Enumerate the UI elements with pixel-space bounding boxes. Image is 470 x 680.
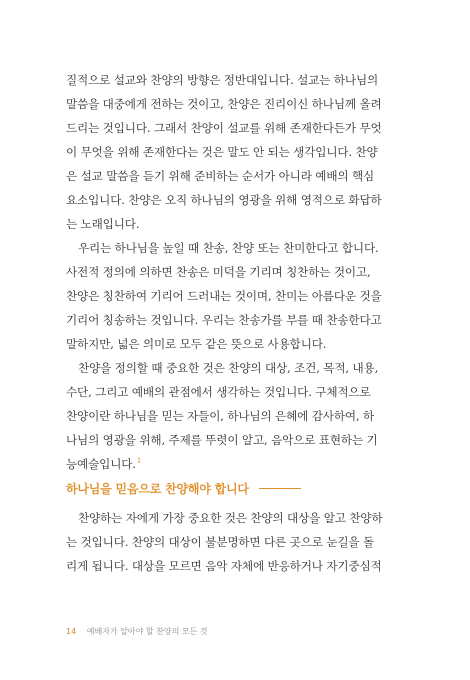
text-line: 드리는 것입니다. 그래서 찬양이 설교를 위해 존재한다든가 무엇 [66,121,382,135]
text-line: 는 것입니다. 찬양의 대상이 불분명하면 다른 곳으로 눈길을 돌 [66,535,375,549]
text-line: 질적으로 설교와 찬양의 방향은 정반대입니다. 설교는 하나님의 [66,73,379,87]
paragraph-4 [66,506,406,578]
paragraph-2 [66,236,406,356]
running-title: 예배자가 알아야 할 찬양의 모든 것 [86,627,208,636]
section-body [66,506,406,578]
body-text [66,68,406,476]
text-line: 요소입니다. 찬양은 오직 하나님의 영광을 위해 영적으로 화답하 [66,193,382,207]
text-line: 우리는 하나님을 높일 때 찬송, 찬양 또는 찬미한다고 합니다. [78,241,379,255]
heading-rule [259,488,301,489]
text-line: 는 노래입니다. [66,217,140,231]
footnote-marker[interactable]: 1 [136,457,142,466]
paragraph-1 [66,68,406,236]
text-line: 나님의 영광을 위해, 주제를 뚜렷이 알고, 음악으로 표현하는 기 [66,433,378,447]
text-line: 찬양이란 하나님을 믿는 자들이, 하나님의 은혜에 감사하여, 하 [66,409,375,423]
section-heading [66,478,406,498]
text-line: 은 설교 말씀을 듣기 위해 준비하는 순서가 아니라 예배의 핵심 [66,169,375,183]
text-line: 기리어 칭송하는 것입니다. 우리는 찬송가를 부를 때 찬송한다고 [66,313,382,327]
text-line: 사전적 정의에 의하면 찬송은 미덕을 기리며 칭찬하는 것이고, [66,265,371,279]
text-line: 말씀을 대중에게 전하는 것이고, 찬양은 진리이신 하나님께 올려 [66,97,382,111]
page-footer [66,626,208,637]
text-line: 찬양을 정의할 때 중요한 것은 찬양의 대상, 조건, 목적, 내용, [78,361,379,375]
text-line: 이 무엇을 위해 존재한다는 것은 말도 안 되는 생각입니다. 찬양 [66,145,378,159]
text-line-last [66,452,406,476]
text-line: 찬양은 칭찬하여 기리어 드러내는 것이며, 찬미는 아름다운 것을 [66,289,382,303]
text-line: 찬양하는 자에게 가장 중요한 것은 찬양의 대상을 알고 찬양하 [78,511,383,525]
section-heading-text: 하나님을 믿음으로 찬양해야 합니다 [66,481,249,496]
text-line-content: 능예술입니다. [66,457,136,471]
page-number: 14 [66,627,77,636]
text-line: 수단, 그리고 예배의 관점에서 생각하는 것입니다. 구체적으로 [66,385,371,399]
text-line: 리게 됩니다. 대상을 모르면 음악 자체에 반응하거나 자기중심적 [66,559,382,573]
text-line: 말하지만, 넓은 의미로 모두 같은 뜻으로 사용합니다. [66,337,327,351]
paragraph-3 [66,356,406,476]
